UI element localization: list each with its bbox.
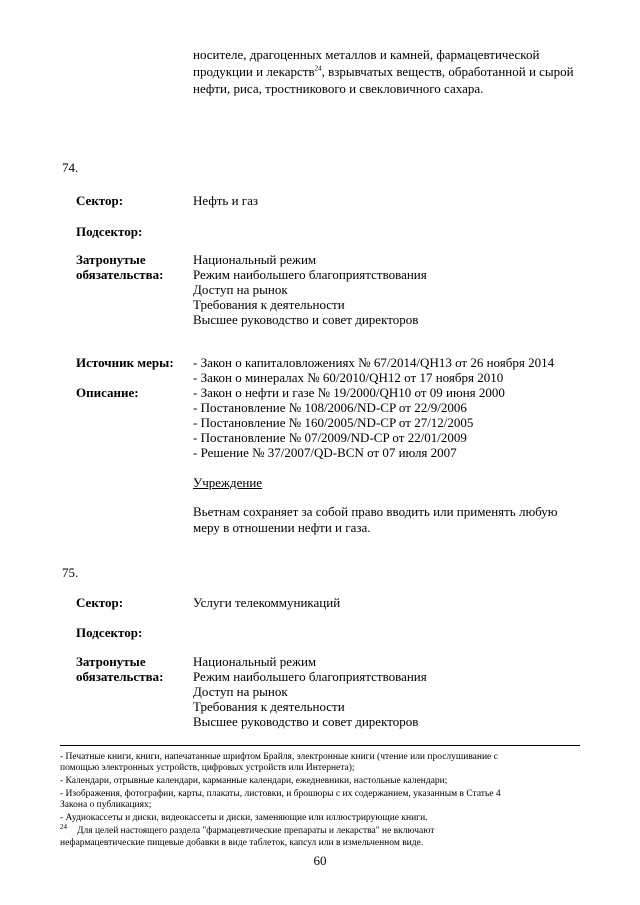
- intro-line-2-text: продукции и лекарств: [193, 64, 315, 79]
- footnote-24-line-1: Для целей настоящего раздела "фармацевтические препараты и лекарства" не включают: [77, 826, 435, 836]
- footnote-line-4: - Изображения, фотографии, карты, плакаты, листовки, и брошюры с их содержанием, указанным в Статье 4: [60, 789, 501, 799]
- obligation-item: Доступ на рынок: [193, 282, 288, 297]
- footnote-separator: [60, 745, 580, 746]
- sector-label: Сектор:: [76, 193, 124, 208]
- obligations-label-line-1: Затронутые: [76, 252, 146, 267]
- sector-value: Нефть и газ: [193, 193, 259, 208]
- obligations-label-line-2: обязательства:: [76, 267, 164, 282]
- footnote-line-6: - Аудиокассеты и диски, видеокассеты и диски, заменяющие или иллюстрирующие книги.: [60, 813, 428, 823]
- footnote-24-mark: 24: [60, 823, 67, 831]
- obligation-item: Национальный режим: [193, 252, 317, 267]
- footnote-line-5: Закона о публикациях;: [60, 800, 152, 810]
- source-item: - Закон о капиталовложениях № 67/2014/QH13 от 26 ноября 2014: [193, 355, 555, 370]
- obligations-list: [193, 654, 427, 729]
- obligation-item: Высшее руководство и совет директоров: [193, 312, 419, 327]
- description-heading: Учреждение: [193, 475, 263, 490]
- obligation-item: Режим наибольшего благоприятствования: [193, 267, 427, 282]
- entry-number-75: 75.: [62, 565, 79, 580]
- footnote-24: [60, 823, 580, 837]
- obligations-label-line-1: Затронутые: [76, 654, 146, 669]
- sector-label: Сектор:: [76, 595, 124, 610]
- obligation-item: Режим наибольшего благоприятствования: [193, 669, 427, 684]
- obligations-list: [193, 252, 427, 327]
- page-number: 60: [313, 853, 327, 868]
- subsector-label: Подсектор:: [76, 625, 143, 640]
- footnote-line-1: - Печатные книги, книги, напечатанные шрифтом Брайля, электронные книги (чтение или прослушивание с: [60, 752, 498, 762]
- intro-line-1: носителе, драгоценных металлов и камней, фармацевтической: [193, 47, 540, 62]
- description-line-1: Вьетнам сохраняет за собой право вводить или применять любую: [193, 504, 558, 519]
- description-line-2: меру в отношении нефти и газа.: [193, 520, 371, 535]
- footnote-line-3: - Календари, отрывные календари, карманные календари, ежедневники, настольные календари;: [60, 776, 448, 786]
- intro-line-2-tail: , взрывчатых веществ, обработанной и сырой: [321, 64, 574, 79]
- source-item: - Закон о нефти и газе № 19/2000/QH10 от 09 июня 2000: [193, 385, 505, 400]
- footnote-24-first-line: [60, 823, 580, 837]
- obligation-item: Требования к деятельности: [193, 699, 345, 714]
- obligations-label-line-2: обязательства:: [76, 669, 164, 684]
- description-label: Описание:: [76, 385, 139, 400]
- footnote-ref-24: 24: [314, 64, 322, 73]
- obligation-item: Требования к деятельности: [193, 297, 345, 312]
- source-item: - Решение № 37/2007/QD-BCN от 07 июля 2007: [193, 445, 457, 460]
- intro-line-2: [193, 64, 580, 79]
- entry-number-74: 74.: [62, 160, 79, 175]
- subsector-label: Подсектор:: [76, 224, 143, 239]
- source-item: - Постановление № 108/2006/ND-CP от 22/9/2006: [193, 400, 467, 415]
- source-item: - Постановление № 160/2005/ND-CP от 27/12/2005: [193, 415, 474, 430]
- sector-value: Услуги телекоммуникаций: [193, 595, 341, 610]
- source-label: Источник меры:: [76, 355, 174, 370]
- footnote-24-line-2: нефармацевтические пищевые добавки в виде таблеток, капсул или в измельченном виде.: [60, 838, 424, 848]
- obligation-item: Доступ на рынок: [193, 684, 288, 699]
- obligation-item: Высшее руководство и совет директоров: [193, 714, 419, 729]
- sources-list: [193, 355, 554, 460]
- source-item: - Закон о минералах № 60/2010/QH12 от 17 ноября 2010: [193, 370, 504, 385]
- intro-line-3: нефти, риса, тростникового и свекловичного сахара.: [193, 81, 484, 96]
- source-item: - Постановление № 07/2009/ND-CP от 22/01/2009: [193, 430, 467, 445]
- footnote-line-2: помощью электронных устройств, цифровых устройств или Интернета);: [60, 763, 355, 773]
- obligation-item: Национальный режим: [193, 654, 317, 669]
